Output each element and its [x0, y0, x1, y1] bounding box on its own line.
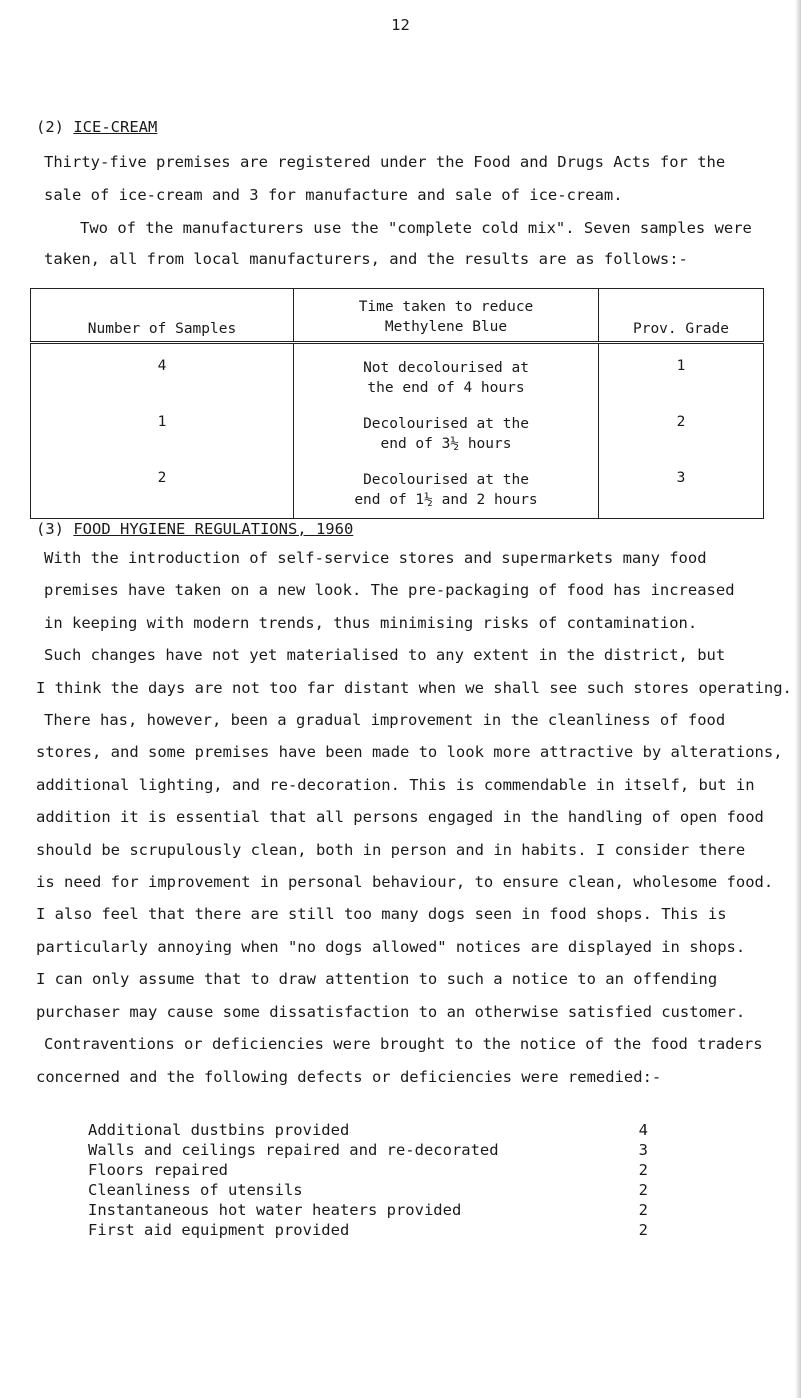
cell-time-line1: Not decolourised at [363, 360, 529, 376]
cell-grade: 2 [676, 414, 686, 430]
defect-count: 2 [638, 1161, 648, 1179]
text-line: Contraventions or deficiencies were brought to the notice of the food traders [44, 1035, 763, 1054]
text-line: addition it is essential that all persons engaged in the handling of open food [36, 808, 764, 827]
defect-count: 3 [638, 1141, 648, 1159]
defect-item: Instantaneous hot water heaters provided [88, 1201, 462, 1219]
defect-count: 2 [638, 1221, 648, 1239]
cell-grade: 1 [676, 358, 686, 374]
cell-grade: 3 [676, 470, 686, 486]
defect-item: Walls and ceilings repaired and re-decorated [88, 1141, 499, 1159]
table-row [31, 456, 764, 519]
header-prov-grade: Prov. Grade [599, 289, 764, 343]
text-line: Such changes have not yet materialised to any extent in the district, but [44, 646, 726, 665]
defect-item: Cleanliness of utensils [88, 1181, 303, 1199]
samples-table [30, 288, 764, 519]
text-line: stores, and some premises have been made to look more attractive by alterations, [36, 743, 783, 762]
defect-count: 4 [638, 1121, 648, 1139]
cell-number: 4 [157, 358, 167, 374]
list-item [88, 1180, 648, 1200]
header-number-of-samples: Number of Samples [31, 289, 294, 343]
cell-time-line2: end of 3½ hours [380, 436, 512, 452]
cell-number: 2 [157, 470, 167, 486]
table-row [31, 400, 764, 456]
section-3-number: (3) [36, 520, 64, 538]
cell-time-line1: Decolourised at the [363, 416, 529, 432]
cell-time-line2: end of 1½ and 2 hours [354, 492, 538, 508]
section-3-text [36, 542, 792, 1093]
cell-time-line1: Decolourised at the [363, 472, 529, 488]
page-number: 12 [391, 16, 410, 34]
section-2-heading [36, 118, 157, 136]
table-row [31, 343, 764, 401]
section-2-title: ICE-CREAM [73, 118, 158, 136]
text-line: purchaser may cause some dissatisfaction to an otherwise satisfied customer. [36, 1002, 746, 1021]
text-line: There has, however, been a gradual improvement in the cleanliness of food [44, 711, 726, 730]
list-item [88, 1160, 648, 1180]
text-line: should be scrupulously clean, both in person and in habits. I consider there [36, 840, 746, 859]
section-3-heading [36, 520, 353, 538]
list-item [88, 1200, 648, 1220]
page-edge-shadow [795, 0, 801, 1398]
header-time-line1: Time taken to reduce [358, 299, 534, 315]
text-line: Two of the manufacturers use the "complete cold mix". Seven samples were [80, 219, 752, 237]
text-line: Thirty-five premises are registered under the Food and Drugs Acts for the [44, 153, 726, 171]
defect-count: 2 [638, 1201, 648, 1219]
section-2-text-end [44, 243, 784, 276]
section-3-title: FOOD HYGIENE REGULATIONS, 1960 [73, 520, 354, 538]
defect-item: Floors repaired [88, 1161, 228, 1179]
text-line: I think the days are not too far distant when we shall see such stores operating. [36, 678, 792, 697]
list-item [88, 1140, 648, 1160]
text-line: concerned and the following defects or deficiencies were remedied:- [36, 1067, 662, 1086]
text-line: is need for improvement in personal behaviour, to ensure clean, wholesome food. [36, 873, 774, 892]
text-line: I can only assume that to draw attention to such a notice to an offending [36, 970, 718, 989]
text-line: premises have taken on a new look. The pre-packaging of food has increased [44, 581, 735, 600]
list-item [88, 1220, 648, 1240]
defect-item: First aid equipment provided [88, 1221, 350, 1239]
header-time-line2: Methylene Blue [384, 319, 508, 335]
text-line: taken, all from local manufacturers, and the results are as follows:- [44, 250, 688, 268]
cell-number: 1 [157, 414, 167, 430]
list-item [88, 1120, 648, 1140]
cell-time-line2: the end of 4 hours [367, 380, 525, 396]
table-header-row [31, 289, 764, 343]
text-line: particularly annoying when "no dogs allowed" notices are displayed in shops. [36, 937, 746, 956]
text-line: With the introduction of self-service stores and supermarkets many food [44, 549, 707, 567]
text-line: sale of ice-cream and 3 for manufacture and sale of ice-cream. [44, 186, 623, 204]
text-line: I also feel that there are still too many dogs seen in food shops. This is [36, 905, 727, 924]
defect-count: 2 [638, 1181, 648, 1199]
text-line: additional lighting, and re-decoration. This is commendable in itself, but in [36, 775, 755, 794]
defect-item: Additional dustbins provided [88, 1121, 350, 1139]
header-time-taken [294, 289, 599, 343]
section-2-number: (2) [36, 118, 64, 136]
text-line: in keeping with modern trends, thus minimising risks of contamination. [44, 613, 698, 632]
section-2-text [44, 146, 784, 245]
defects-list [88, 1120, 648, 1240]
